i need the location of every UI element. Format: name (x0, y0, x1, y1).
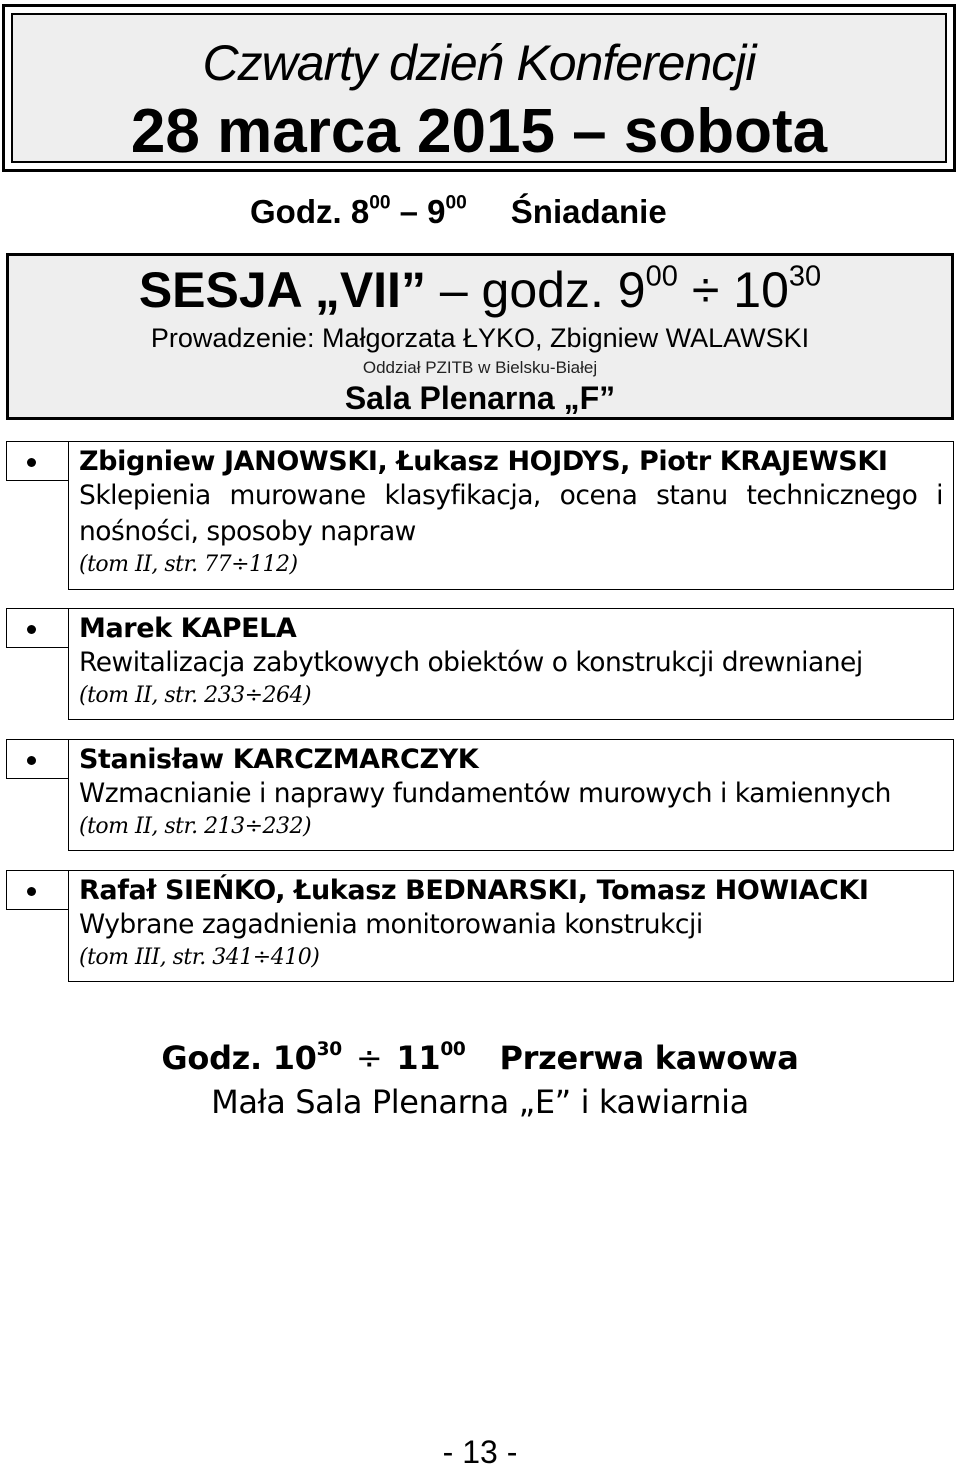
coffee-start-minutes: 30 (316, 1039, 342, 1061)
breakfast-line (250, 190, 667, 234)
coffee-location: Mała Sala Plenarna „E” i kawiarnia (211, 1083, 749, 1121)
coffee-break-line (0, 1036, 960, 1080)
session-end-hour: 10 (733, 262, 789, 318)
session-title (9, 260, 951, 320)
paper-pages: (tom III, str. 341÷410) (79, 945, 320, 970)
paper-title: Rewitalizacja zabytkowych obiektów o konstrukcji drewnianej (79, 647, 863, 678)
session-time-divider: ÷ (691, 262, 720, 318)
day-title-inner (11, 13, 947, 166)
paper-authors: Rafał SIEŃKO, Łukasz BEDNARSKI, Tomasz HOWIACKI (79, 875, 869, 906)
day-date: 28 marca 2015 – sobota (130, 97, 828, 166)
day-title: Czwarty dzień Konferencji (202, 35, 756, 91)
session-time-start: – godz. 9 (425, 262, 646, 318)
paper-title: Sklepienia murowane klasyfikacja, ocena stanu technicznego i nośności, sposoby napraw (79, 480, 943, 547)
bullet-icon (27, 887, 36, 896)
paper-box (68, 870, 954, 982)
paper-title: Wybrane zagadnienia monitorowania konstrukcji (79, 909, 703, 940)
breakfast-time-start: Godz. 8 (250, 193, 370, 230)
coffee-label: Przerwa kawowa (499, 1039, 799, 1077)
session-room: Sala Plenarna „F” (344, 380, 616, 416)
coffee-end-hour: 11 (396, 1039, 441, 1077)
bullet-icon (27, 458, 36, 467)
bullet-icon (27, 625, 36, 634)
paper-authors: Stanisław KARCZMARCZYK (79, 744, 479, 775)
bullet-icon (27, 756, 36, 765)
paper-pages: (tom II, str. 213÷232) (79, 814, 312, 839)
coffee-end-minutes: 00 (440, 1039, 466, 1061)
paper-title: Wzmacnianie i naprawy fundamentów murowych i kamiennych (79, 778, 891, 809)
paper-authors: Marek KAPELA (79, 613, 297, 644)
session-header-box (6, 253, 954, 420)
session-name: SESJA „VII” (138, 262, 426, 318)
paper-pages: (tom II, str. 233÷264) (79, 683, 312, 708)
paper-pages: (tom II, str. 77÷112) (79, 552, 298, 577)
session-department: Oddział PZITB w Bielsku-Białej (362, 358, 598, 377)
paper-authors: Zbigniew JANOWSKI, Łukasz HOJDYS, Piotr KRAJEWSKI (79, 446, 888, 477)
paper-box (68, 739, 954, 851)
breakfast-time-end: – 9 (390, 193, 446, 230)
coffee-time-divider: ÷ (355, 1039, 383, 1077)
coffee-time-start: Godz. 10 (161, 1039, 317, 1077)
day-title-box (2, 4, 956, 172)
breakfast-end-minutes: 00 (445, 192, 467, 214)
paper-box (68, 608, 954, 720)
session-end-minutes: 30 (788, 260, 822, 293)
session-start-minutes: 00 (645, 260, 678, 293)
session-chairs: Prowadzenie: Małgorzata ŁYKO, Zbigniew WALAWSKI (150, 323, 810, 353)
breakfast-label: Śniadanie (510, 193, 667, 230)
page-number: - 13 - (442, 1434, 518, 1470)
paper-box (68, 441, 954, 590)
breakfast-start-minutes: 00 (369, 192, 391, 214)
